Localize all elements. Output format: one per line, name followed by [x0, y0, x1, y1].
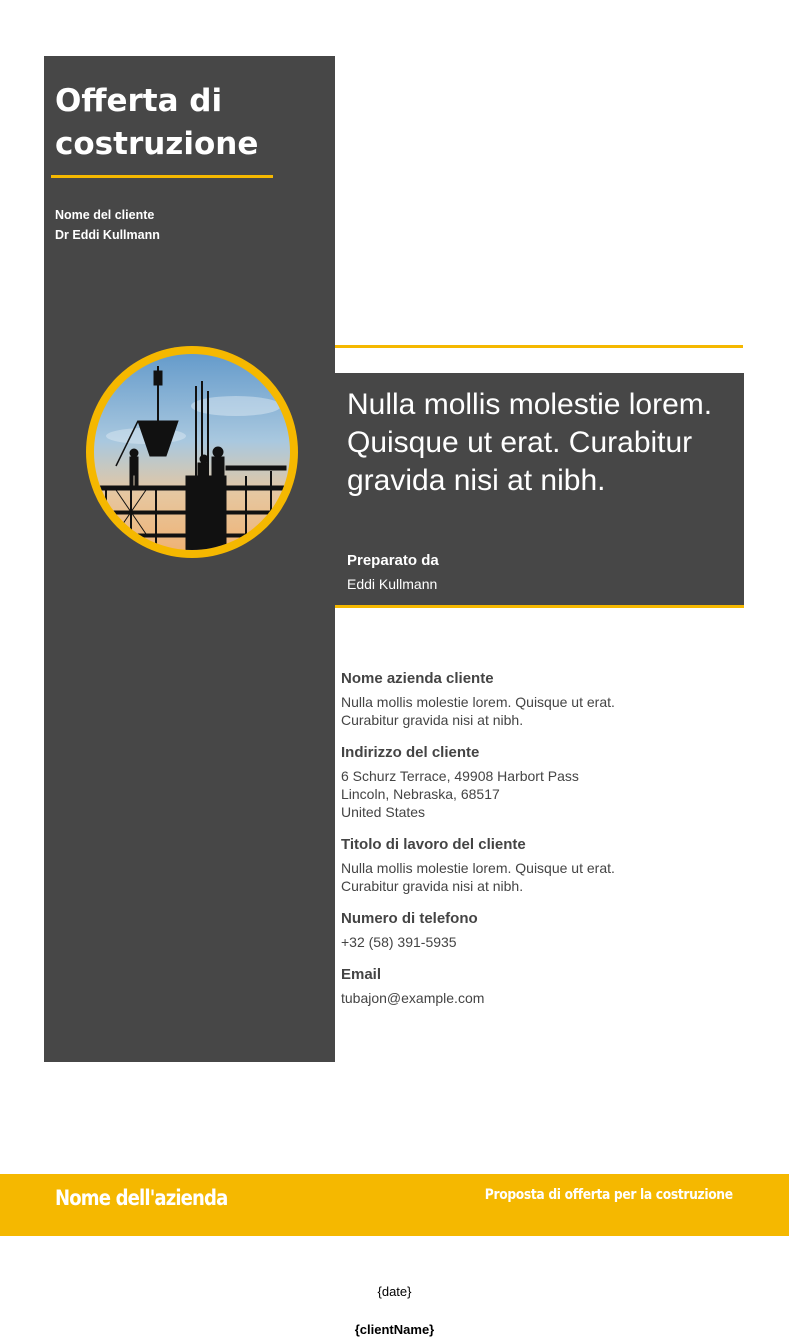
info-value: tubajon@example.com [341, 990, 485, 1006]
prepared-by-value: Eddi Kullmann [347, 576, 438, 592]
quote-text: Nulla mollis molestie lorem. Quisque ut erat. Curabitur gravida nisi at nibh. [347, 388, 713, 497]
info-block-phone [341, 910, 741, 951]
info-value: Curabitur gravida nisi at nibh. [341, 878, 524, 894]
prepared-by-label: Preparato da [347, 552, 439, 569]
info-block-address [341, 744, 741, 821]
quote-top-rule [335, 345, 743, 348]
construction-photo [86, 346, 298, 558]
date-placeholder: {date} [377, 1284, 412, 1299]
quote-bottom-rule [335, 605, 744, 608]
client-name-label: Nome del cliente [55, 208, 155, 222]
title-underline [51, 175, 273, 178]
document-title: Offerta di costruzione [55, 83, 259, 162]
info-block-email [341, 966, 741, 1007]
info-label: Nome azienda cliente [341, 670, 494, 687]
proposal-title: Proposta di offerta per la costruzione [485, 1187, 733, 1203]
info-label: Titolo di lavoro del cliente [341, 836, 526, 853]
info-block-company [341, 670, 741, 729]
client-name-placeholder: {clientName} [354, 1322, 435, 1337]
info-label: Indirizzo del cliente [341, 744, 480, 761]
info-value: Nulla mollis molestie lorem. Quisque ut erat. [341, 860, 615, 876]
info-value: Nulla mollis molestie lorem. Quisque ut erat. [341, 694, 615, 710]
info-block-job-title [341, 836, 741, 895]
sidebar-panel [44, 56, 335, 1062]
info-value: 6 Schurz Terrace, 49908 Harbort Pass [341, 768, 579, 784]
info-value: +32 (58) 391-5935 [341, 934, 457, 950]
client-name-value: Dr Eddi Kullmann [55, 228, 160, 242]
info-label: Email [341, 966, 382, 983]
info-value: United States [341, 804, 426, 820]
info-label: Numero di telefono [341, 910, 478, 927]
info-value: Lincoln, Nebraska, 68517 [341, 786, 500, 802]
company-name: Nome dell'azienda [55, 1186, 228, 1210]
info-value: Curabitur gravida nisi at nibh. [341, 712, 524, 728]
